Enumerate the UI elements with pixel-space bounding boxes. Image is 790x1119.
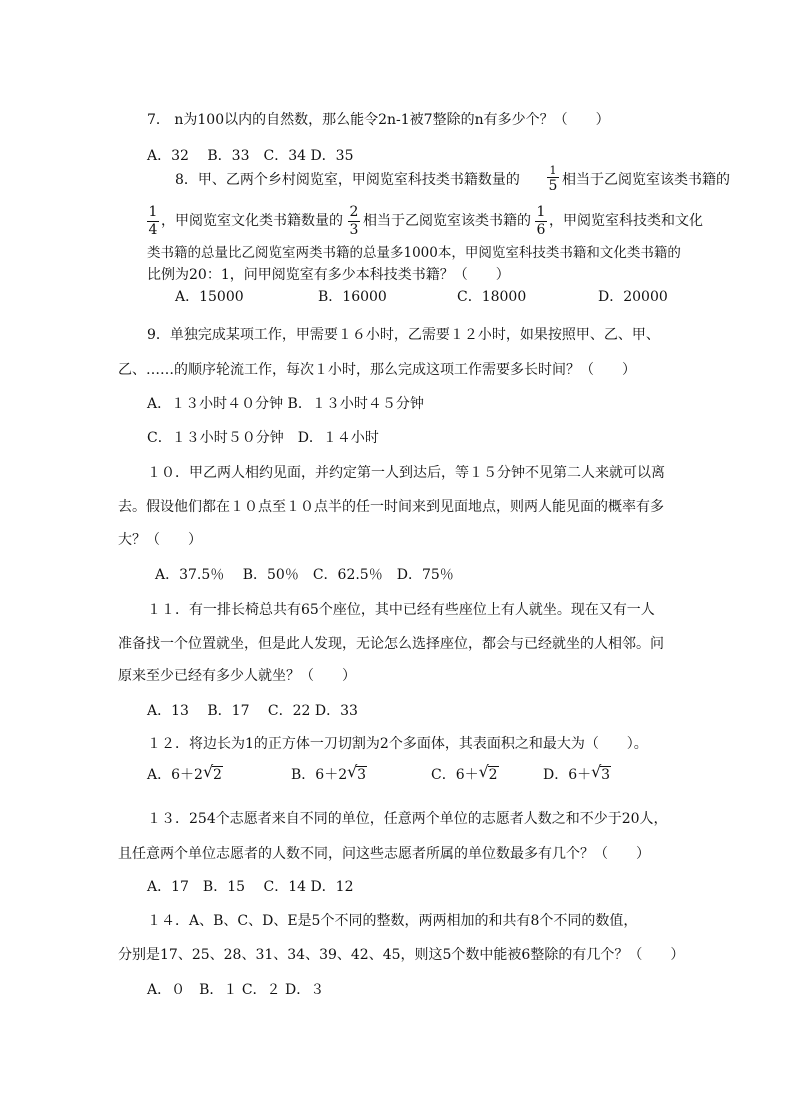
q8-line1-a: 8．甲、乙两个乡村阅览室，甲阅览室科技类书籍数量的 bbox=[175, 172, 520, 188]
q12-stem: １２．将边长为1的正方体一刀切割为2个多面体，其表面积之和最大为（ ）。 bbox=[147, 736, 648, 752]
q8-option-b: B．16000 bbox=[318, 289, 387, 305]
q8-option-d: D．20000 bbox=[598, 289, 668, 305]
q8-fraction-1-denominator: 5 bbox=[548, 178, 558, 194]
q10-options: A．37.5％ B．50％ C．62.5％ D．75％ bbox=[155, 567, 454, 583]
sqrt-symbol: √ 2 bbox=[478, 762, 498, 783]
q8-fraction-2 bbox=[147, 205, 159, 238]
q10-line3: 大？（ ） bbox=[118, 532, 202, 548]
q11-line3: 原来至少已经有多少人就坐？（ ） bbox=[118, 668, 356, 684]
q8-line2-a: ，甲阅览室文化类书籍数量的 bbox=[161, 213, 343, 229]
q11-line1: １１．有一排长椅总共有65个座位，其中已经有些座位上有人就坐。现在又有一人 bbox=[147, 602, 655, 618]
sqrt-symbol: √ 3 bbox=[347, 762, 367, 783]
q7-stem: 7． n为100以内的自然数，那么能令2n-1被7整除的n有多少个？（ ） bbox=[147, 112, 610, 128]
q8-fraction-2-denominator: 4 bbox=[148, 222, 158, 238]
q13-line2: 且任意两个单位志愿者的人数不同，问这些志愿者所属的单位数最多有几个？（ ） bbox=[118, 846, 650, 862]
q7-options: A．32 B．33 C．34 D．35 bbox=[147, 148, 354, 164]
q11-options: A．13 B．17 C．22 D．33 bbox=[147, 703, 358, 719]
q8-fraction-1 bbox=[547, 165, 559, 194]
q8-fraction-3-denominator: 3 bbox=[349, 222, 359, 238]
sqrt-symbol: √ 2 bbox=[202, 762, 222, 783]
q8-fraction-1-numerator: 1 bbox=[549, 164, 557, 177]
q14-options: A．０ B．１ C．２ D．３ bbox=[147, 982, 325, 998]
q10-line2: 去。假设他们都在１０点至１０点半的任一时间来到见面地点，则两人能见面的概率有多 bbox=[118, 499, 664, 515]
q8-option-c: C．18000 bbox=[457, 289, 527, 305]
q12-option-c-radicand: 2 bbox=[488, 767, 498, 783]
q12-option-d-text: D．6＋ bbox=[543, 767, 592, 783]
q12-option-a-radicand: 2 bbox=[212, 767, 222, 783]
q12-option-d-radicand: 3 bbox=[601, 767, 611, 783]
q8-fraction-3 bbox=[348, 205, 360, 238]
q12-option-a bbox=[147, 762, 223, 784]
q9-options-2: C．１３小时５０分钟 D．１４小时 bbox=[147, 430, 379, 446]
q8-fraction-3-numerator: 2 bbox=[349, 204, 359, 220]
q14-line1: １４．A、B、C、D、E是5个不同的整数，两两相加的和共有8个不同的数值， bbox=[147, 913, 638, 929]
q8-option-a: A．15000 bbox=[175, 289, 244, 305]
q13-options: A．17 B．15 C．14 D．12 bbox=[147, 879, 354, 895]
q12-option-b-radicand: 3 bbox=[357, 767, 367, 783]
q9-options-1: A．１３小时４０分钟 B．１３小时４５分钟 bbox=[147, 396, 424, 412]
q8-line1-b: 相当于乙阅览室该类书籍的 bbox=[562, 172, 730, 188]
sqrt-symbol: √ 3 bbox=[591, 762, 611, 783]
q10-line1: １０．甲乙两人相约见面，并约定第一人到达后，等１５分钟不见第二人来就可以离 bbox=[147, 465, 665, 481]
q8-line3: 类书籍的总量比乙阅览室两类书籍的总量多1000本，甲阅览室科技类书籍和文化类书籍的 bbox=[147, 245, 681, 261]
q12-option-b bbox=[291, 762, 367, 784]
q12-option-d bbox=[543, 762, 611, 784]
q9-line1: 9．单独完成某项工作，甲需要１６小时，乙需要１２小时，如果按照甲、乙、甲、 bbox=[147, 327, 660, 343]
q12-option-b-text: B．6＋2 bbox=[291, 767, 348, 783]
q11-line2: 准备找一个位置就坐，但是此人发现，无论怎么选择座位，都会与已经就坐的人相邻。问 bbox=[118, 636, 664, 652]
q8-line2-b: 相当于乙阅览室该类书籍的 bbox=[363, 213, 531, 229]
q8-line4: 比例为20：1，问甲阅览室有多少本科技类书籍？（ ） bbox=[147, 267, 510, 283]
q13-line1: １３．254个志愿者来自不同的单位，任意两个单位的志愿者人数之和不少于20人， bbox=[147, 811, 668, 827]
q8-fraction-4 bbox=[535, 205, 547, 238]
q8-fraction-4-denominator: 6 bbox=[536, 222, 546, 238]
q9-line2: 乙、……的顺序轮流工作，每次１小时，那么完成这项工作需要多长时间？（ ） bbox=[118, 362, 636, 378]
q8-fraction-4-numerator: 1 bbox=[536, 204, 546, 220]
q8-line2-c: ，甲阅览室科技类和文化 bbox=[549, 213, 703, 229]
q12-option-c bbox=[431, 762, 499, 784]
q8-fraction-2-numerator: 1 bbox=[148, 204, 158, 220]
q14-line2: 分别是17、25、28、31、34、39、42、45，则这5个数中能被6整除的有几个？（ ） bbox=[118, 947, 685, 963]
q12-option-a-text: A．6＋2 bbox=[147, 767, 203, 783]
q12-option-c-text: C．6＋ bbox=[431, 767, 479, 783]
